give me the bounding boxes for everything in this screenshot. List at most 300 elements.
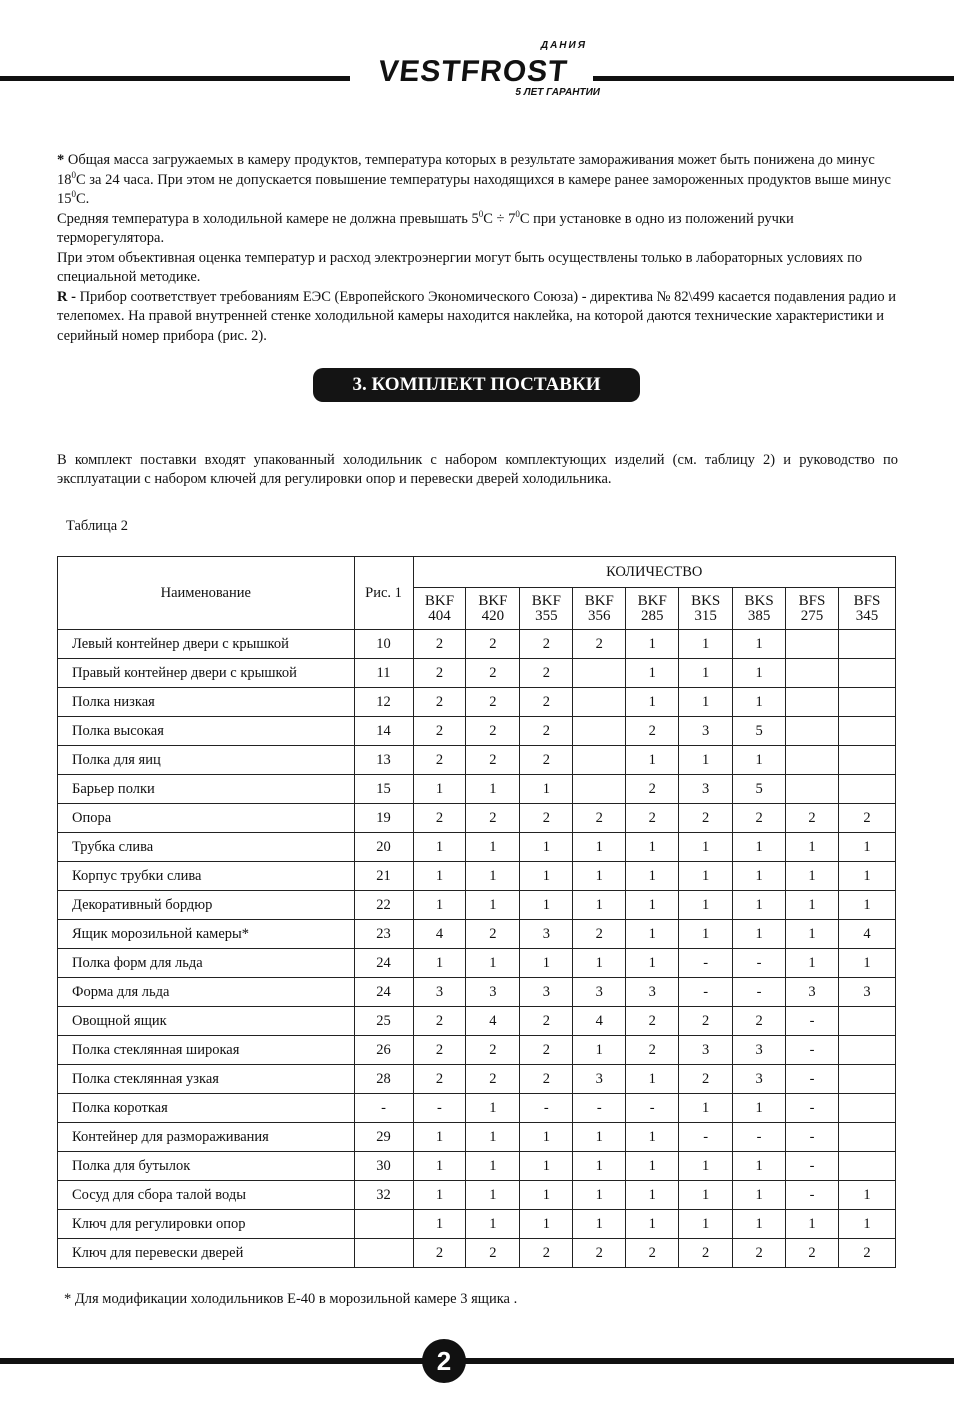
item-figure: 12 — [354, 688, 413, 717]
quantity-cell — [573, 775, 626, 804]
quantity-cell: 2 — [413, 1239, 466, 1268]
quantity-cell — [839, 1094, 896, 1123]
quantity-cell: 1 — [679, 1181, 733, 1210]
quantity-cell: - — [786, 1152, 839, 1181]
quantity-cell: 1 — [573, 1181, 626, 1210]
quantity-cell: 1 — [786, 920, 839, 949]
quantity-cell: 2 — [786, 804, 839, 833]
model-number: 404 — [428, 607, 451, 624]
quantity-cell: 2 — [466, 1065, 520, 1094]
footer-rule-left — [0, 1358, 425, 1364]
quantity-cell: 1 — [786, 1210, 839, 1239]
item-figure: 19 — [354, 804, 413, 833]
quantity-cell: 2 — [466, 804, 520, 833]
header-figure: Рис. 1 — [354, 557, 413, 630]
quantity-cell: 2 — [413, 1065, 466, 1094]
quantity-cell: 1 — [733, 1181, 786, 1210]
model-header — [839, 588, 896, 630]
item-figure: 13 — [354, 746, 413, 775]
quantity-cell: 4 — [413, 920, 466, 949]
model-header — [786, 588, 839, 630]
quantity-cell: 2 — [733, 1239, 786, 1268]
quantity-cell: 1 — [626, 1210, 679, 1239]
model-number: 345 — [855, 607, 879, 624]
item-name: Полка высокая — [58, 717, 355, 746]
quantity-cell: 2 — [626, 717, 679, 746]
table-row — [58, 833, 896, 862]
item-figure: 11 — [354, 659, 413, 688]
item-name: Овощной ящик — [58, 1007, 355, 1036]
item-name: Полка форм для льда — [58, 949, 355, 978]
quantity-cell: - — [733, 978, 786, 1007]
quantity-cell: 3 — [626, 978, 679, 1007]
quantity-cell: 1 — [679, 1094, 733, 1123]
table-row — [58, 1152, 896, 1181]
table-caption: Таблица 2 — [66, 518, 129, 534]
quantity-cell: 1 — [733, 1094, 786, 1123]
quantity-cell: 1 — [679, 1210, 733, 1239]
quantity-cell: 1 — [626, 891, 679, 920]
quantity-cell: 2 — [626, 804, 679, 833]
quantity-cell: 1 — [466, 1152, 520, 1181]
quantity-cell: - — [733, 949, 786, 978]
item-name: Полка стеклянная узкая — [58, 1065, 355, 1094]
quantity-cell: 3 — [520, 978, 573, 1007]
quantity-cell — [839, 659, 896, 688]
model-header — [679, 588, 733, 630]
table-row — [58, 891, 896, 920]
quantity-cell: 1 — [839, 833, 896, 862]
table-row — [58, 949, 896, 978]
item-name: Полка низкая — [58, 688, 355, 717]
header-warranty: 5 ЛЕТ ГАРАНТИИ — [515, 87, 600, 98]
quantity-cell: 1 — [679, 659, 733, 688]
quantity-cell: 1 — [839, 949, 896, 978]
quantity-cell — [573, 746, 626, 775]
table-row — [58, 1036, 896, 1065]
table-row — [58, 1065, 896, 1094]
quantity-cell — [839, 717, 896, 746]
item-figure: - — [354, 1094, 413, 1123]
quantity-cell: 1 — [413, 1210, 466, 1239]
item-figure: 21 — [354, 862, 413, 891]
quantity-cell: 2 — [520, 804, 573, 833]
quantity-cell: 2 — [413, 1036, 466, 1065]
quantity-cell: 2 — [466, 1239, 520, 1268]
item-name: Корпус трубки слива — [58, 862, 355, 891]
quantity-cell: 2 — [573, 804, 626, 833]
model-series: BKF — [584, 592, 614, 609]
quantity-cell — [839, 1152, 896, 1181]
model-header — [413, 588, 466, 630]
header-rule-left — [0, 76, 350, 81]
supply-text: В комплект поставки входят упакованный холодильник с набором комплектующих изделий (см. таблицу 2) и руководство по эксплуатации с набором ключей для регулировки опор и перевески дверей холодильника. — [57, 452, 898, 487]
page-number: 2 — [422, 1339, 466, 1383]
quantity-cell: 1 — [413, 891, 466, 920]
quantity-cell: 1 — [733, 746, 786, 775]
item-figure: 25 — [354, 1007, 413, 1036]
quantity-cell: 1 — [466, 1210, 520, 1239]
footer-rule-right — [465, 1358, 954, 1364]
quantity-cell: 1 — [733, 630, 786, 659]
model-number: 355 — [535, 607, 558, 624]
quantity-cell: - — [786, 1036, 839, 1065]
quantity-cell: 1 — [839, 1181, 896, 1210]
table-row — [58, 1210, 896, 1239]
quantity-cell: 1 — [466, 891, 520, 920]
quantity-cell: 1 — [679, 688, 733, 717]
quantity-cell: 1 — [626, 949, 679, 978]
item-figure: 23 — [354, 920, 413, 949]
quantity-cell: 1 — [733, 688, 786, 717]
item-name: Правый контейнер двери с крышкой — [58, 659, 355, 688]
quantity-cell: 2 — [573, 630, 626, 659]
note-directive: R - Прибор соответствует требованиям ЕЭС (Европейского Экономического Союза) - директива № 82\499 касается подавления радио и телепомех. На правой внутренней стенке холодильной камеры находится наклейка, на которой даются технические характеристики и серийный номер прибора (рис. 2). — [57, 288, 897, 344]
quantity-cell: - — [679, 1123, 733, 1152]
item-figure: 10 — [354, 630, 413, 659]
quantity-cell: 2 — [733, 1007, 786, 1036]
quantity-cell: - — [786, 1094, 839, 1123]
model-number: 315 — [694, 607, 717, 624]
quantity-cell: 1 — [573, 1036, 626, 1065]
quantity-cell: 2 — [839, 804, 896, 833]
item-figure: 15 — [354, 775, 413, 804]
quantity-cell: 4 — [466, 1007, 520, 1036]
quantity-cell: 4 — [573, 1007, 626, 1036]
quantity-cell: 5 — [733, 775, 786, 804]
quantity-cell: 1 — [733, 833, 786, 862]
quantity-cell — [839, 1007, 896, 1036]
model-number: 275 — [800, 607, 824, 624]
quantity-cell: 1 — [520, 1123, 573, 1152]
quantity-cell — [839, 1036, 896, 1065]
item-name: Опора — [58, 804, 355, 833]
quantity-cell: 1 — [466, 1094, 520, 1123]
item-figure: 22 — [354, 891, 413, 920]
quantity-cell: 2 — [520, 1007, 573, 1036]
quantity-cell: 2 — [413, 1007, 466, 1036]
quantity-cell — [839, 746, 896, 775]
model-number: 356 — [588, 607, 611, 624]
quantity-cell: 1 — [626, 833, 679, 862]
item-name: Полка для яиц — [58, 746, 355, 775]
item-name: Ключ для перевески дверей — [58, 1239, 355, 1268]
quantity-cell: - — [786, 1007, 839, 1036]
quantity-cell: 2 — [413, 630, 466, 659]
quantity-cell: 2 — [466, 630, 520, 659]
quantity-cell — [786, 659, 839, 688]
table-row — [58, 1123, 896, 1152]
item-name: Полка короткая — [58, 1094, 355, 1123]
quantity-cell: 2 — [626, 1036, 679, 1065]
item-name: Форма для льда — [58, 978, 355, 1007]
quantity-cell: 1 — [733, 1210, 786, 1239]
quantity-cell: 1 — [626, 746, 679, 775]
quantity-cell: 1 — [733, 920, 786, 949]
quantity-cell: 1 — [413, 1152, 466, 1181]
quantity-cell — [786, 717, 839, 746]
quantity-cell: 1 — [733, 891, 786, 920]
quantity-cell: 1 — [679, 630, 733, 659]
quantity-cell: 1 — [679, 920, 733, 949]
item-name: Ключ для регулировки опор — [58, 1210, 355, 1239]
table-row — [58, 804, 896, 833]
quantity-cell — [786, 630, 839, 659]
quantity-cell: - — [573, 1094, 626, 1123]
item-name: Барьер полки — [58, 775, 355, 804]
quantity-cell: 1 — [466, 833, 520, 862]
quantity-cell: 1 — [520, 949, 573, 978]
quantity-cell: 1 — [679, 891, 733, 920]
quantity-cell: 2 — [626, 1007, 679, 1036]
item-figure: 20 — [354, 833, 413, 862]
brand-logo: VESTFROST — [376, 55, 570, 88]
quantity-cell: 1 — [839, 891, 896, 920]
quantity-cell: 3 — [679, 1036, 733, 1065]
item-name: Трубка слива — [58, 833, 355, 862]
model-series: BFS — [798, 592, 826, 609]
quantity-cell: 1 — [839, 862, 896, 891]
model-header — [466, 588, 520, 630]
quantity-cell: 1 — [573, 1123, 626, 1152]
quantity-cell: 2 — [733, 804, 786, 833]
item-name: Левый контейнер двери с крышкой — [58, 630, 355, 659]
quantity-cell: 2 — [413, 659, 466, 688]
quantity-cell: - — [786, 1123, 839, 1152]
quantity-cell: 3 — [733, 1065, 786, 1094]
quantity-cell: 2 — [413, 717, 466, 746]
quantity-cell: 1 — [626, 659, 679, 688]
footnote: * Для модификации холодильников Е-40 в морозильной камере 3 ящика . — [64, 1291, 518, 1307]
quantity-cell: 1 — [520, 1152, 573, 1181]
quantity-cell: 1 — [733, 1152, 786, 1181]
quantity-cell: - — [626, 1094, 679, 1123]
quantity-cell: 1 — [413, 1123, 466, 1152]
quantity-cell: 2 — [679, 1065, 733, 1094]
table-row — [58, 717, 896, 746]
quantity-cell: 2 — [466, 746, 520, 775]
quantity-cell: 1 — [520, 775, 573, 804]
quantity-cell: 1 — [466, 862, 520, 891]
quantity-cell — [786, 775, 839, 804]
quantity-cell: - — [679, 978, 733, 1007]
quantity-cell — [839, 630, 896, 659]
quantity-cell: 2 — [786, 1239, 839, 1268]
quantity-cell: 1 — [573, 891, 626, 920]
item-figure: 29 — [354, 1123, 413, 1152]
quantity-cell: - — [520, 1094, 573, 1123]
quantity-cell: 2 — [626, 775, 679, 804]
quantity-cell: 1 — [466, 1123, 520, 1152]
quantity-cell: 1 — [573, 833, 626, 862]
quantity-cell: - — [733, 1123, 786, 1152]
quantity-cell — [786, 746, 839, 775]
quantity-cell: 2 — [413, 804, 466, 833]
quantity-cell: 2 — [626, 1239, 679, 1268]
table-row — [58, 862, 896, 891]
quantity-cell: 1 — [839, 1210, 896, 1239]
quantity-cell: 1 — [573, 1210, 626, 1239]
quantity-cell: 1 — [786, 949, 839, 978]
table-row — [58, 1181, 896, 1210]
quantity-cell: 2 — [679, 1007, 733, 1036]
quantity-cell: 3 — [839, 978, 896, 1007]
quantity-cell: 1 — [679, 833, 733, 862]
quantity-cell: 3 — [786, 978, 839, 1007]
quantity-cell: 1 — [626, 688, 679, 717]
item-name: Декоративный бордюр — [58, 891, 355, 920]
item-name: Ящик морозильной камеры* — [58, 920, 355, 949]
quantity-cell: 1 — [466, 775, 520, 804]
section-title: 3. КОМПЛЕКТ ПОСТАВКИ — [313, 368, 640, 402]
note-lab: При этом объективная оценка температур и расход электроэнергии могут быть осуществлены только в лабораторных условиях по специальной методике. — [57, 249, 863, 285]
header-name: Наименование — [58, 557, 355, 630]
quantity-cell: 2 — [520, 1239, 573, 1268]
quantity-cell — [839, 1123, 896, 1152]
quantity-cell: - — [413, 1094, 466, 1123]
quantity-cell: 1 — [466, 949, 520, 978]
item-name: Сосуд для сбора талой воды — [58, 1181, 355, 1210]
quantity-cell: 1 — [520, 833, 573, 862]
table-row — [58, 978, 896, 1007]
table-row — [58, 920, 896, 949]
model-series: BKF — [531, 592, 561, 609]
model-series: BKF — [424, 592, 455, 609]
note-freezing: * Общая масса загружаемых в камеру продуктов, температура которых в результате замораживания может быть понижена до минус $18^0С$ за 24 часа. При этом не допускается повышение температуры находящихся в камере ранее замороженных продуктов выше минус $15^0С$. — [57, 152, 891, 207]
quantity-cell: - — [786, 1065, 839, 1094]
item-figure: 24 — [354, 978, 413, 1007]
quantity-cell: 1 — [733, 862, 786, 891]
table-row — [58, 746, 896, 775]
quantity-cell: - — [679, 949, 733, 978]
quantity-cell — [573, 717, 626, 746]
quantity-cell: 1 — [413, 775, 466, 804]
quantity-cell — [839, 688, 896, 717]
table-row — [58, 1007, 896, 1036]
model-series: BKS — [744, 592, 774, 609]
quantity-cell: 2 — [413, 688, 466, 717]
quantity-cell: 2 — [520, 717, 573, 746]
quantity-cell: 2 — [679, 1239, 733, 1268]
quantity-cell: 1 — [626, 630, 679, 659]
quantity-cell: 1 — [626, 1152, 679, 1181]
quantity-cell: 1 — [573, 1152, 626, 1181]
quantity-cell: 4 — [839, 920, 896, 949]
quantity-cell: 1 — [413, 1181, 466, 1210]
quantity-cell: 2 — [413, 746, 466, 775]
item-figure: 24 — [354, 949, 413, 978]
model-number: 385 — [747, 607, 771, 624]
quantity-cell: 2 — [520, 659, 573, 688]
quantity-cell: 1 — [520, 1181, 573, 1210]
quantity-cell: 2 — [520, 688, 573, 717]
quantity-cell — [786, 688, 839, 717]
quantity-cell: 3 — [520, 920, 573, 949]
quantity-cell: 2 — [520, 1065, 573, 1094]
quantity-cell: 1 — [786, 862, 839, 891]
model-header — [520, 588, 573, 630]
header-rule-right — [593, 76, 954, 81]
header-quantity: КОЛИЧЕСТВО — [413, 557, 896, 588]
quantity-cell: 1 — [413, 833, 466, 862]
quantity-cell: 1 — [626, 920, 679, 949]
item-figure: 28 — [354, 1065, 413, 1094]
quantity-cell: 3 — [573, 978, 626, 1007]
quantity-cell: 2 — [573, 920, 626, 949]
quantity-cell: 3 — [466, 978, 520, 1007]
item-name: Контейнер для размораживания — [58, 1123, 355, 1152]
quantity-cell: 3 — [679, 717, 733, 746]
quantity-cell: 1 — [466, 1181, 520, 1210]
model-series: BKF — [478, 592, 508, 609]
model-series: BFS — [853, 592, 881, 609]
quantity-cell: 5 — [733, 717, 786, 746]
quantity-cell: 1 — [626, 1181, 679, 1210]
table-row — [58, 688, 896, 717]
quantity-cell: 2 — [466, 920, 520, 949]
quantity-cell: 2 — [466, 688, 520, 717]
quantity-cell: 2 — [466, 659, 520, 688]
quantity-cell — [839, 775, 896, 804]
quantity-cell: 1 — [626, 1123, 679, 1152]
quantity-cell: 2 — [679, 804, 733, 833]
item-figure — [354, 1210, 413, 1239]
quantity-cell: 1 — [626, 1065, 679, 1094]
note-temperature: Средняя температура в холодильной камере не должна превышать $5^0С \div 7^0С$ при установке в одно из положений ручки терморегулятора. — [57, 208, 794, 246]
model-number: 420 — [481, 607, 505, 624]
supply-table — [57, 556, 896, 1268]
quantity-cell: 1 — [679, 862, 733, 891]
item-name: Полка для бутылок — [58, 1152, 355, 1181]
model-header — [573, 588, 626, 630]
quantity-cell: 1 — [520, 862, 573, 891]
quantity-cell: 1 — [573, 949, 626, 978]
quantity-cell: 1 — [679, 746, 733, 775]
table-row — [58, 1094, 896, 1123]
quantity-cell: 1 — [626, 862, 679, 891]
table-row — [58, 775, 896, 804]
quantity-cell: 2 — [520, 1036, 573, 1065]
quantity-cell — [573, 688, 626, 717]
item-name: Полка стеклянная широкая — [58, 1036, 355, 1065]
quantity-cell: 2 — [520, 746, 573, 775]
table-row — [58, 659, 896, 688]
quantity-cell: 2 — [466, 1036, 520, 1065]
quantity-cell: 3 — [679, 775, 733, 804]
model-series: BKS — [691, 592, 721, 609]
table-row — [58, 630, 896, 659]
header-country: ДАНИЯ — [540, 40, 587, 51]
quantity-cell — [573, 659, 626, 688]
model-header — [733, 588, 786, 630]
quantity-cell: 2 — [520, 630, 573, 659]
table-row — [58, 1239, 896, 1268]
item-figure — [354, 1239, 413, 1268]
item-figure: 30 — [354, 1152, 413, 1181]
quantity-cell: 1 — [520, 1210, 573, 1239]
quantity-cell: 3 — [733, 1036, 786, 1065]
model-series: BKF — [637, 592, 667, 609]
quantity-cell: 3 — [573, 1065, 626, 1094]
quantity-cell: 3 — [413, 978, 466, 1007]
quantity-cell: 2 — [466, 717, 520, 746]
quantity-cell: 1 — [733, 659, 786, 688]
quantity-cell: 1 — [413, 949, 466, 978]
model-number: 285 — [640, 607, 664, 624]
quantity-cell: 1 — [573, 862, 626, 891]
quantity-cell: 1 — [786, 833, 839, 862]
quantity-cell: 2 — [839, 1239, 896, 1268]
